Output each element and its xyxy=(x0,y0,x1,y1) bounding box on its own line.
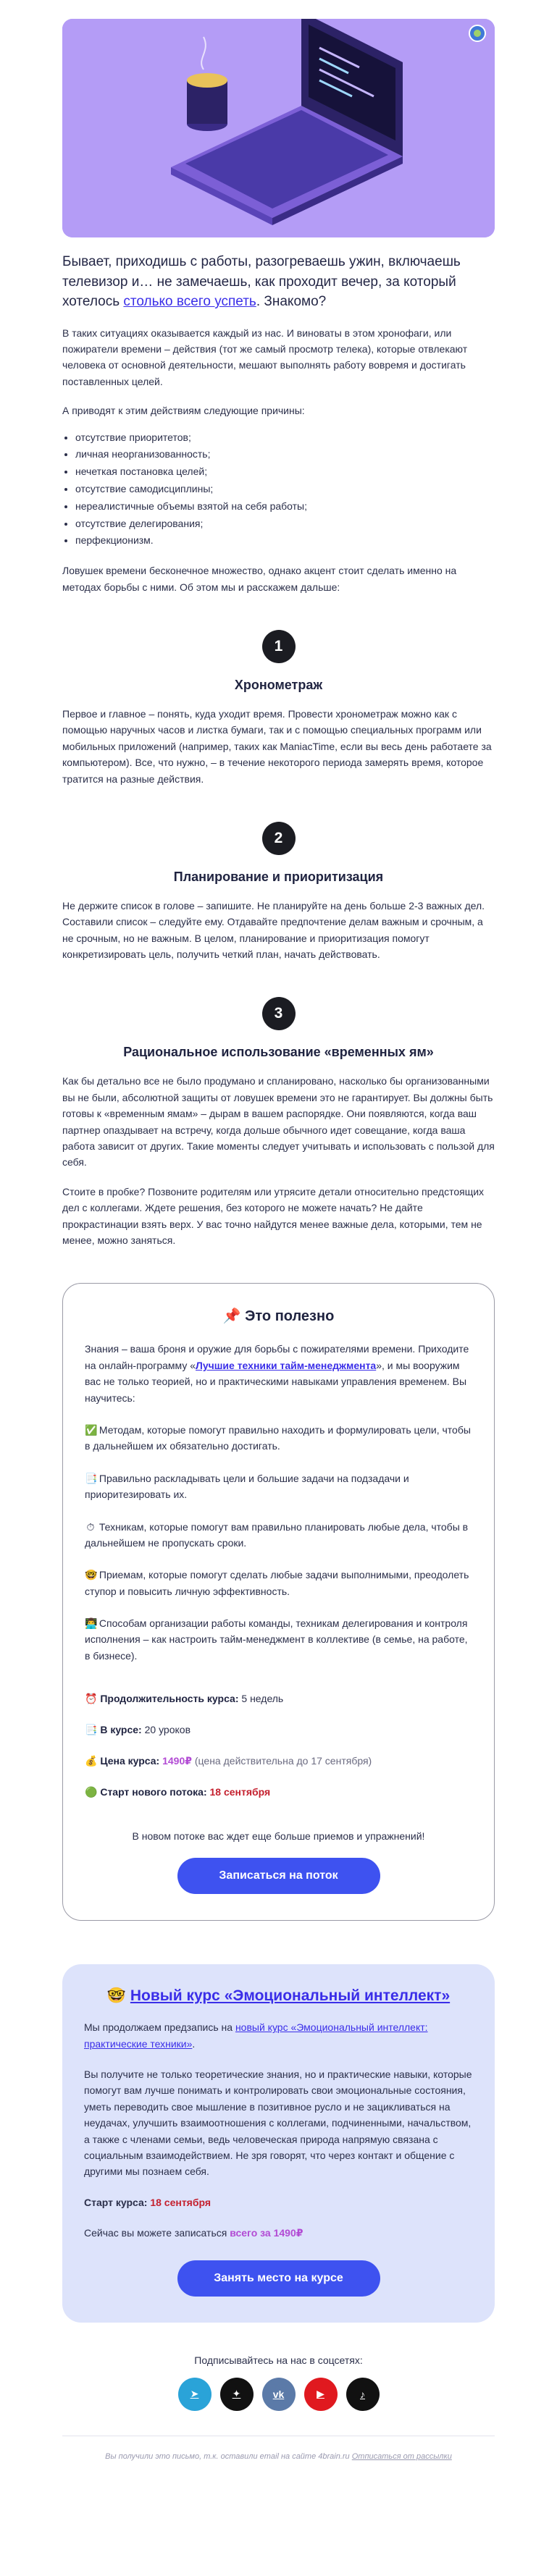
useful-intro-start: Знания – ваша броня и оружие для борьбы с пожирателями времени. Приходите на онлайн-программу « xyxy=(85,1343,469,1371)
price-value: 1490₽ xyxy=(162,1755,192,1767)
skill-text: Техникам, которые помогут вам правильно планировать любые дела, чтобы в дальнейшем не пропускать сроки. xyxy=(85,1520,469,1549)
skill-text: Правильно раскладывать цели и большие задачи на подзадачи и приоритезировать их. xyxy=(85,1472,409,1501)
step-title: Планирование и приоритизация xyxy=(173,869,384,884)
duration-value: 5 недель xyxy=(241,1693,284,1705)
green-circle-icon: 🟢 xyxy=(85,1786,98,1798)
start-value: 18 сентября xyxy=(209,1786,271,1798)
step-text: Не держите список в голове – запишите. Не планируйте на день больше 2-3 важных дел. Составили список – следуйте ему. Отдавайте предпочтение делам важным и срочным, а не срочным, но не важным. В целом, планирование и приоритизация помогут конкретизировать цель, получить четкий план, начать действовать. xyxy=(62,899,485,961)
promo-card xyxy=(62,1964,495,2322)
skill-text: Способам организации работы команды, техникам делегирования и контроля исполнения – как настроить тайм-менеджмент в коллективе (в семье, на работе, в бизнесе). xyxy=(85,1617,468,1662)
globe-icon xyxy=(469,25,486,42)
step-1 xyxy=(62,630,495,693)
telegram-icon[interactable]: ➤ xyxy=(178,2378,212,2411)
useful-card xyxy=(62,1283,495,1921)
promo-price-row xyxy=(84,2225,473,2241)
list-item: • нереалистичные объемы взятой на себя работы; xyxy=(75,498,495,515)
duration-row xyxy=(85,1693,472,1705)
promo-p1-start: Мы продолжаем предзапись на xyxy=(84,2021,235,2034)
traps-paragraph: Ловушек времени бесконечное множество, однако акцент стоит сделать именно на методах борьбы с ними. Об этом мы и расскажем дальше: xyxy=(62,565,457,593)
step-number: 2 xyxy=(262,822,296,855)
footer-text: Вы получили это письмо, т.к. оставили email на сайте 4brain.ru xyxy=(105,2451,350,2461)
socials-label: Подписывайтесь на нас в соцсетях: xyxy=(194,2354,363,2366)
list-item: • отсутствие приоритетов; xyxy=(75,429,495,447)
money-bag-icon: 💰 xyxy=(85,1755,98,1767)
alarm-clock-icon: ⏰ xyxy=(85,1693,98,1705)
social-links xyxy=(62,2378,495,2411)
promo-course-link[interactable]: новый курс «Эмоциональный интеллект: практические техники» xyxy=(84,2021,428,2050)
price-row xyxy=(85,1755,472,1767)
promo-start-value: 18 сентября xyxy=(150,2196,212,2208)
list-item: • личная неорганизованность; xyxy=(75,446,495,463)
enroll-button[interactable]: Записаться на поток xyxy=(177,1858,380,1894)
lessons-value: 20 уроков xyxy=(144,1724,191,1736)
footer xyxy=(62,2436,495,2483)
step-3 xyxy=(62,997,495,1060)
start-label: Старт нового потока: xyxy=(100,1786,207,1798)
useful-intro-end: », и мы вооружим вас не только теорией, но и практическими навыками управления временем. Вы научитесь: xyxy=(85,1359,467,1404)
start-row xyxy=(85,1786,472,1798)
lead-link[interactable]: столько всего успеть xyxy=(123,294,256,310)
price-note: (цена действительна до 17 сентября) xyxy=(194,1755,372,1767)
youtube-icon[interactable]: ▶ xyxy=(304,2378,338,2411)
list-item: • отсутствие самодисциплины; xyxy=(75,481,495,498)
reserve-seat-button[interactable]: Занять место на курсе xyxy=(177,2260,380,2297)
lessons-row xyxy=(85,1724,472,1736)
pushpin-icon: 📌 xyxy=(222,1308,241,1325)
list-item: • перфекционизм. xyxy=(75,532,495,550)
skill-item xyxy=(85,1470,472,1503)
skill-item xyxy=(85,1519,472,1552)
promo-p1-end: . xyxy=(192,2037,196,2050)
step-text: Первое и главное – понять, куда уходит время. Провести хронометраж можно как с помощью наручных часов и листка бумаги, так и с помощью специальных программ или мобильных приложений (например, таких как ManiacTime, если вы весь день работаете за компьютером). Все, что нужно, – в течение некоторого периода замерять время, которое тратится на разные действия. xyxy=(62,707,492,785)
skill-text: Методам, которые помогут правильно находить и формулировать цели, чтобы в дальнейшем их обязательно достигать. xyxy=(85,1423,471,1452)
promo-title xyxy=(84,1987,473,2005)
useful-title xyxy=(85,1307,472,1325)
laptop-illustration-icon xyxy=(62,19,495,237)
course-link[interactable]: Лучшие техники тайм-менеджмента xyxy=(196,1359,377,1371)
promo-start-label: Старт курса: xyxy=(84,2196,148,2208)
document-icon: 📑 xyxy=(85,1724,98,1736)
vk-icon[interactable]: vk xyxy=(262,2378,296,2411)
unsubscribe-link[interactable]: Отписаться от рассылки xyxy=(351,2451,452,2461)
promo-price-value: всего за 1490₽ xyxy=(230,2227,303,2239)
technologist-icon: 👨‍💻 xyxy=(85,1617,98,1630)
skill-item xyxy=(85,1422,472,1455)
price-label: Цена курса: xyxy=(100,1755,160,1767)
promo-paragraph-2: Вы получите не только теоретические знания, но и практические навыки, которые помогут вам лучше понимать и контролировать свои эмоциональные состояния, уметь переводить свое мышление в позитивное русло и не зацикливаться на неудачах, улучшить взаимоотношения с коллегами, подчиненными, начальством, а также с членами семьи, ведь человеческая природа напрямую связана с социальным взаимодействием. Не зря говорят, что через контакт и общение с другими мы познаем себя. xyxy=(84,2068,472,2178)
step-text-extra: Стоите в пробке? Позвоните родителям или утрясите детали относительно предстоящих дел с коллегами. Ждете решения, без которого не можете начать? Не дайте прокрастинации взять верх. У вас точно найдутся менее важные дела, которыми, тем не менее, можно заняться. xyxy=(62,1185,485,1246)
useful-closing: В новом потоке вас ждет еще больше приемов и упражнений! xyxy=(132,1830,425,1843)
check-icon: ✅ xyxy=(85,1423,98,1436)
duration-label: Продолжительность курса: xyxy=(100,1693,239,1705)
nerd-face-icon: 🤓 xyxy=(85,1569,98,1581)
reasons-list xyxy=(75,429,495,550)
step-number: 3 xyxy=(262,997,296,1030)
step-text: Как бы детально все не было продумано и спланировано, насколько бы организованными вы не были, абсолютной защиты от ловушек времени это не гарантирует. Вы должны быть готовы к «временным ямам» – дырам в вашем распорядке. Они появляются, когда ваш партнер опаздывает на встречу, когда дольше обычного идет совещание, когда ваша работа зависит от других. Такие моменты следует учитывать и использовать с пользой для себя. xyxy=(62,1075,495,1169)
lead-paragraph xyxy=(62,252,495,312)
promo-price-text: Сейчас вы можете записаться xyxy=(84,2227,230,2239)
promo-paragraph-1 xyxy=(84,2019,473,2052)
nerd-face-icon: 🤓 xyxy=(106,1987,127,2005)
hero-illustration xyxy=(62,19,495,237)
dzen-icon[interactable]: ✦ xyxy=(220,2378,254,2411)
lead-text-end: . Знакомо? xyxy=(256,294,327,310)
step-2 xyxy=(62,822,495,885)
skill-text: Приемам, которые помогут сделать любые задачи выполнимыми, преодолеть ступор и повысить личную эффективность. xyxy=(85,1569,469,1597)
reasons-intro: А приводят к этим действиям следующие причины: xyxy=(62,405,305,417)
lessons-label: В курсе: xyxy=(100,1724,142,1736)
step-title: Хронометраж xyxy=(234,677,323,692)
skill-item xyxy=(85,1615,472,1664)
useful-intro xyxy=(85,1341,472,1406)
useful-title-text: Это полезно xyxy=(245,1308,335,1325)
lead-text-start: Бывает, приходишь с работы, разогреваешь ужин, включаешь телевизор и… не замечаешь, как проходит вечер, за который хотелось xyxy=(62,254,461,310)
step-title: Рациональное использование «временных ям» xyxy=(123,1045,434,1060)
tiktok-icon[interactable]: ♪ xyxy=(346,2378,380,2411)
list-item: • отсутствие делегирования; xyxy=(75,515,495,533)
step-number: 1 xyxy=(262,630,296,663)
promo-start-row xyxy=(84,2194,473,2210)
document-icon: 📑 xyxy=(85,1472,98,1484)
skill-item xyxy=(85,1567,472,1599)
intro-paragraph: В таких ситуациях оказывается каждый из нас. И виноваты в этом хронофаги, или пожиратели времени – действия (тот же самый просмотр телека), которые отвлекают человека от основной деятельности, мешают выполнять работу вовремя и достигать поставленных целей. xyxy=(62,327,468,387)
timer-icon: ⏱ xyxy=(86,1520,95,1533)
promo-title-link[interactable]: Новый курс «Эмоциональный интеллект» xyxy=(130,1987,451,2005)
list-item: • нечеткая постановка целей; xyxy=(75,463,495,481)
